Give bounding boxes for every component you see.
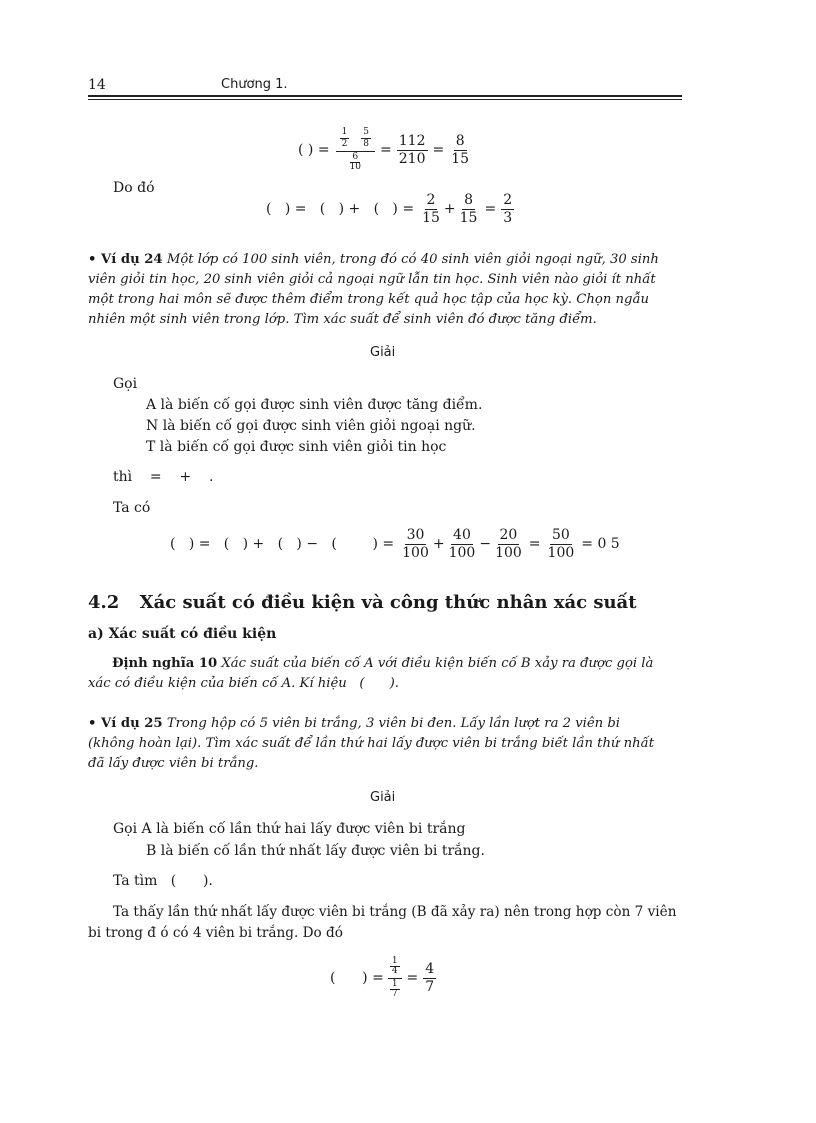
eq3-lhs: ( ) = ( ) + ( ) − ( ) = — [170, 536, 395, 553]
eq1-five-eighths: $\frac{5}{8}$ — [363, 127, 370, 150]
eq2-lhs: ( ) = ( ) + ( ) = — [266, 201, 415, 218]
eq1-den-num: 6 — [352, 151, 359, 162]
example-24-line-4: nhiên một sinh viên trong lớp. Tìm xác suất để sinh viên đó được tăng điểm. — [88, 312, 597, 327]
eq4-den-den: 7 — [391, 989, 398, 1000]
eq2-eq: = — [484, 201, 497, 218]
eq1-frac-8-15: $\frac{8}{15}$ — [451, 133, 470, 167]
sol24-goi: Gọi — [113, 376, 138, 392]
eq3-eq: = — [528, 536, 541, 553]
solution-heading-2: Giải — [370, 790, 396, 805]
do-do-text: Do đó — [113, 180, 155, 196]
solution-heading-1: Giải — [370, 345, 396, 360]
example-25-line-1: Trong hộp có 5 viên bi trắng, 3 viên bi đen. Lấy lần lượt ra 2 viên bi — [166, 716, 621, 731]
sol24-event-a: A là biến cố gọi được sinh viên được tăng điểm. — [146, 397, 483, 413]
equation-4 — [330, 957, 438, 1000]
eq1-eq: = — [380, 142, 392, 159]
eq4-compound-fraction — [388, 957, 402, 1000]
definition-10-label: Định nghĩa 10 — [112, 656, 218, 671]
eq2-plus: + — [443, 201, 456, 218]
example-24-line-3: một trong hai môn sẽ được thêm điểm trong kết quả học tập của học kỳ. Chọn ngẫu — [88, 292, 650, 307]
definition-10-line-1: Xác suất của biến cố A với điều kiện biến cố B xảy ra được gọi là — [221, 656, 654, 671]
eq4-den-num: 1 — [391, 978, 398, 989]
definition-10-line-2: xác có điều kiện của biến cố A. Kí hiệu ( ). — [88, 676, 399, 691]
eq4-lhs: ( ) = — [330, 970, 384, 987]
eq3-frac-30-100: $\frac{30}{100}$ — [402, 527, 429, 561]
eq3-plus: + — [432, 536, 445, 553]
subsection-heading: a) Xác suất có điều kiện — [88, 626, 277, 642]
example-24-label: • Ví dụ 24 — [88, 252, 163, 267]
equation-2 — [266, 193, 516, 225]
eq1-den-den: 10 — [349, 162, 362, 173]
sol25-para-line-1: Ta thấy lần thứ nhất lấy được viên bi trắng (B đã xảy ra) nên trong hợp còn 7 viên — [113, 904, 677, 920]
sol25-event-b: B là biến cố lần thứ nhất lấy được viên bi trắng. — [146, 843, 485, 859]
header-rule-thin — [88, 99, 682, 100]
section-number: 4.2 — [88, 592, 120, 613]
eq3-tail: = 0 5 — [581, 536, 620, 553]
eq2-frac-2-15: $\frac{2}{15}$ — [422, 192, 440, 226]
example-24-line-2: viên giỏi tin học, 20 sinh viên giỏi cả ngoại ngữ lẫn tin học. Sinh viên nào giỏi ít nhất — [88, 272, 656, 287]
eq1-frac-112-210: $\frac{112}{210}$ — [398, 133, 426, 167]
sol25-tatim: Ta tìm ( ). — [113, 873, 213, 889]
sol25-event-a: Gọi A là biến cố lần thứ hai lấy được viên bi trắng — [113, 821, 466, 837]
chapter-title: Chương 1. — [221, 77, 288, 92]
example-25-line-3: đã lấy được viên bi trắng. — [88, 756, 259, 771]
example-24 — [88, 252, 682, 327]
definition-10 — [88, 656, 682, 691]
section-heading — [88, 592, 637, 613]
example-25 — [88, 716, 682, 771]
sol25-para-line-2: bi trong đ ó có 4 viên bi trắng. Do đó — [88, 925, 343, 941]
sol24-event-t: T là biến cố gọi được sinh viên giỏi tin học — [146, 439, 447, 455]
eq2-frac-8-15: $\frac{8}{15}$ — [459, 192, 478, 226]
eq1-eq2: = — [432, 142, 445, 159]
eq1-compound-fraction — [336, 128, 375, 173]
eq4-num-den: 4 — [391, 966, 398, 977]
eq3-frac-20-100: $\frac{20}{100}$ — [495, 527, 522, 561]
eq4-frac-4-7: $\frac{4}{7}$ — [425, 961, 435, 995]
eq1-lhs: ( ) = — [298, 142, 330, 159]
equation-1 — [298, 128, 473, 173]
eq2-frac-2-3: $\frac{2}{3}$ — [503, 192, 513, 226]
section-title: Xác suất có điều kiện và công thức nhân xác suất — [139, 592, 637, 613]
eq3-minus: − — [479, 536, 492, 553]
sol24-event-n: N là biến cố gọi được sinh viên giỏi ngoại ngữ. — [146, 418, 476, 434]
eq1-half: $\frac{1}{2}$ — [341, 127, 348, 150]
example-25-line-2: (không hoàn lại). Tìm xác suất để lần thứ hai lấy được viên bi trắng biết lần thứ nhất — [88, 736, 654, 751]
sol24-thi: thì = + . — [113, 469, 214, 485]
header-rule-thick — [88, 95, 682, 97]
eq3-frac-40-100: $\frac{40}{100}$ — [448, 527, 476, 561]
example-25-label: • Ví dụ 25 — [88, 716, 163, 731]
equation-3 — [170, 528, 620, 560]
example-24-line-1: Một lớp có 100 sinh viên, trong đó có 40 sinh viên giỏi ngoại ngữ, 30 sinh — [166, 252, 659, 267]
eq4-eq: = — [406, 970, 419, 987]
eq4-num-num: 1 — [391, 956, 398, 966]
eq3-frac-50-100: $\frac{50}{100}$ — [547, 527, 575, 561]
page-number: 14 — [88, 77, 106, 93]
sol24-taco: Ta có — [113, 500, 151, 516]
